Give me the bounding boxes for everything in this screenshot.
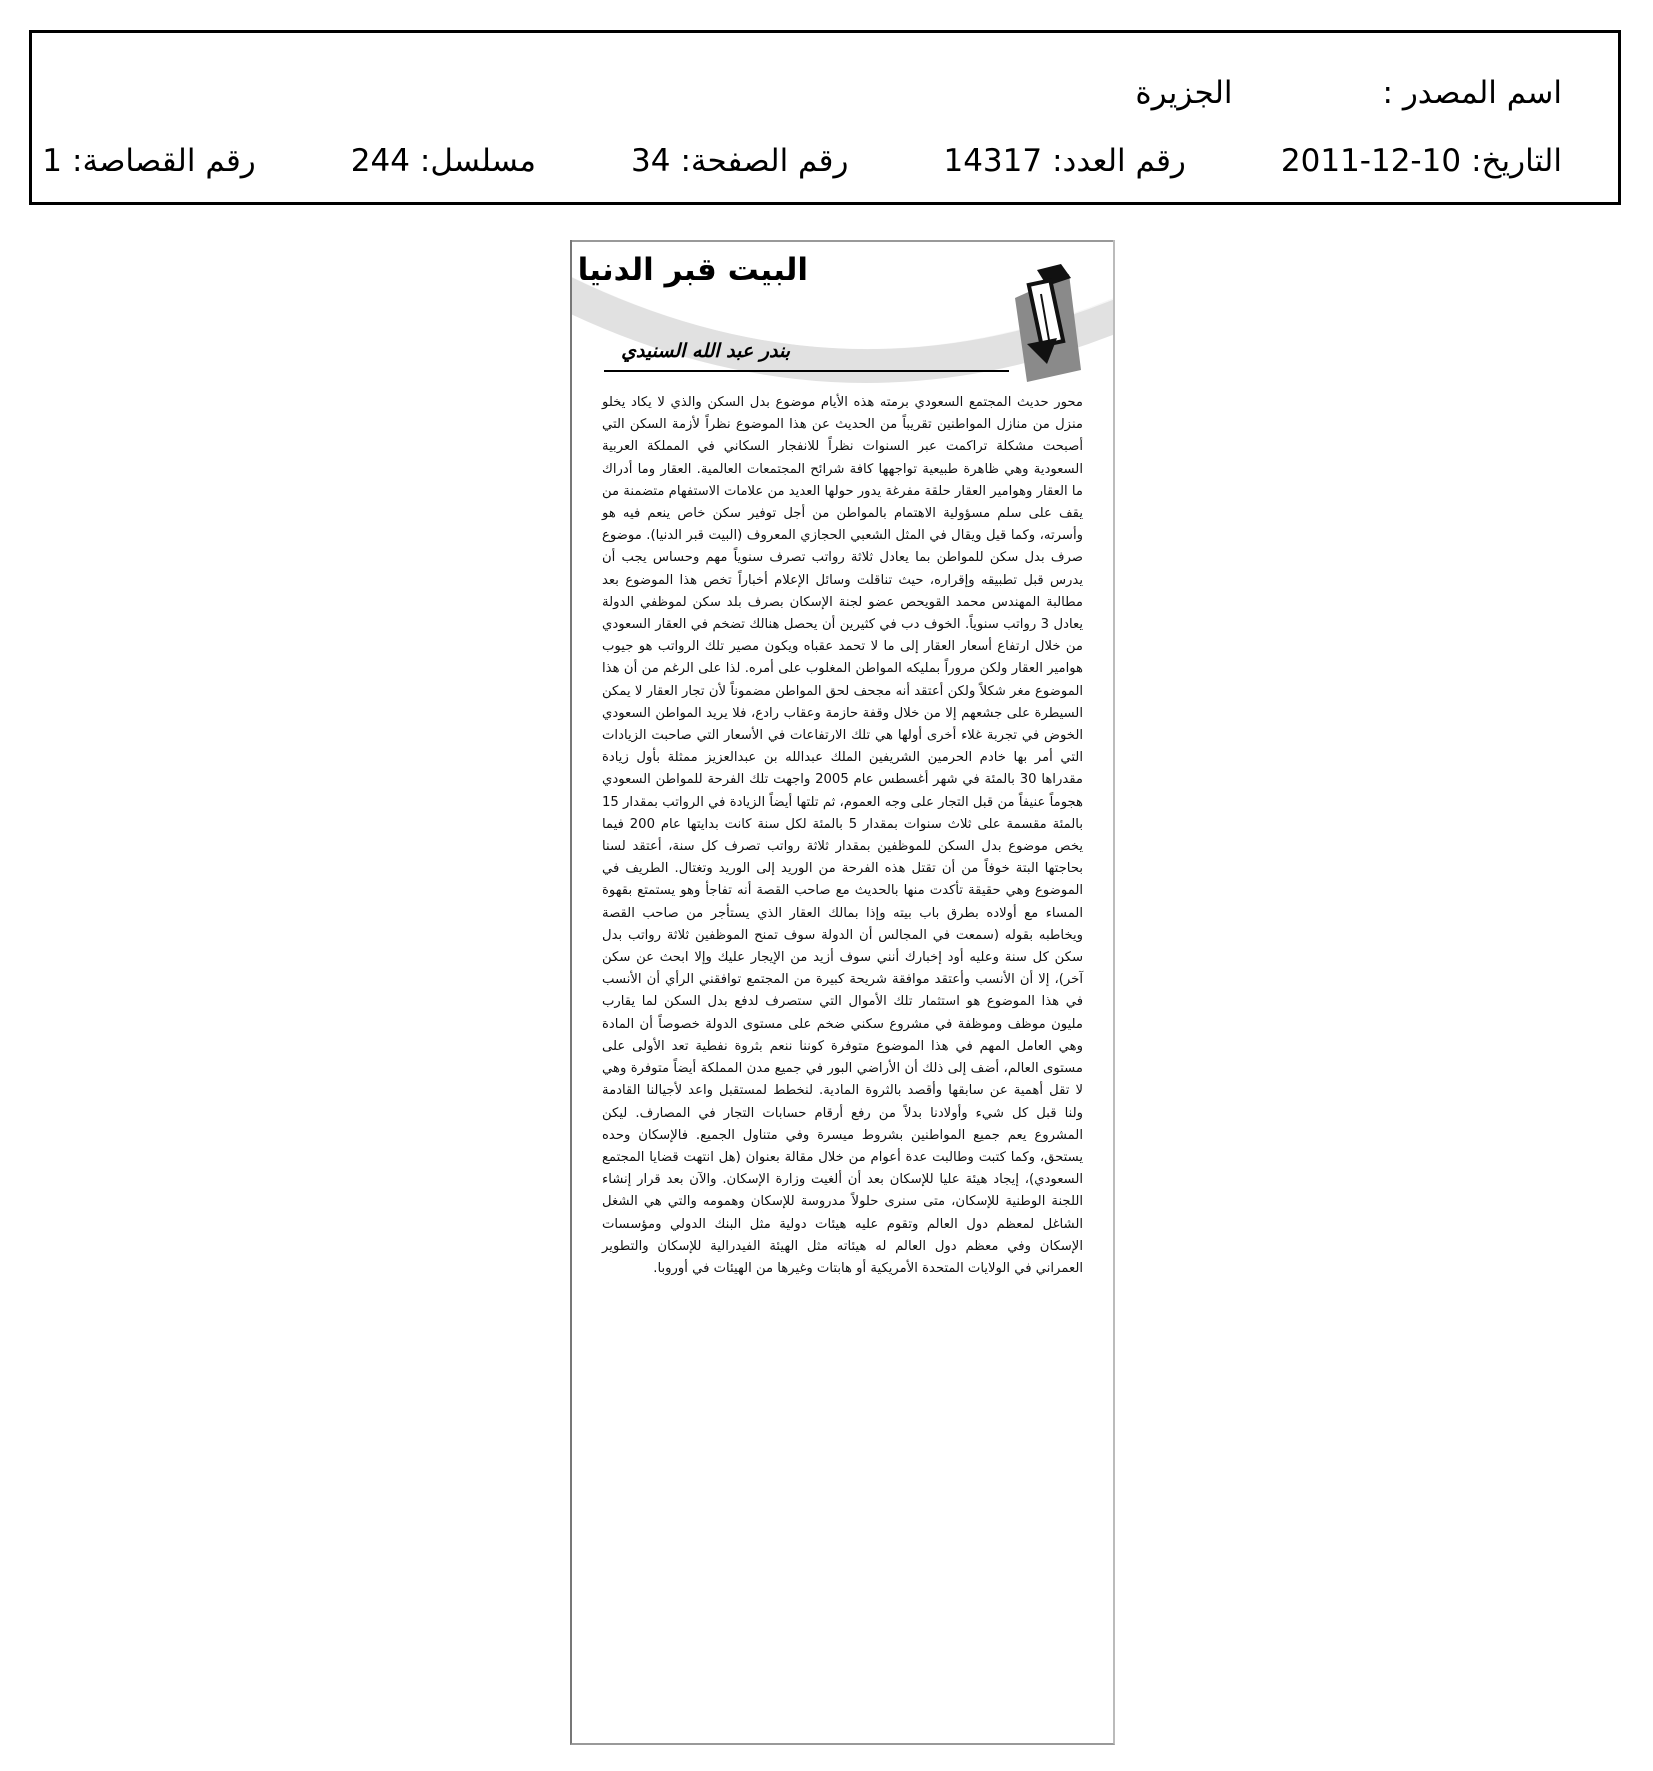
author-rule [604, 370, 1009, 372]
pen-icon [997, 260, 1087, 385]
serial-field [351, 143, 536, 179]
date-label: التاريخ: [1471, 143, 1562, 179]
source-value-field [1135, 75, 1232, 111]
source-label: اسم المصدر : [1382, 75, 1562, 111]
clip-number-value: 1 [42, 143, 63, 179]
page-value: 34 [631, 143, 671, 179]
clipping-top-edge [572, 240, 1113, 242]
clip-number-field [42, 143, 255, 179]
issue-value: 14317 [943, 143, 1043, 179]
clip-number-label: رقم القصاصة: [72, 143, 256, 179]
page-field [631, 143, 848, 179]
article-title: البيت قبر الدنيا [577, 252, 808, 288]
article-body: محور حديث المجتمع السعودي برمته هذه الأيام موضوع بدل السكن والذي لا يكاد يخلو منزل من منازل المواطنين تقريباً من الحديث عن هذا الموضوع نظراً لأزمة السكن التي أصبحت مشكلة تراكمت عبر السنوات نظراً للانفجار السكاني في المملكة العربية السعودية وهي ظاهرة طبيعية تواجهها كافة شرائح المجتمعات العالمية. العقار وما أدراك ما العقار وهوامير العقار حلقة مفرغة يدور حولها العديد من علامات الاستفهام متضمنة من يقف على سلم مسؤولية الاهتمام بالمواطن من أجل توفير سكن خاص ينعم فيه هو وأسرته، وكما قيل ويقال في المثل الشعبي الحجازي المعروف (البيت قبر الدنيا). موضوع صرف بدل سكن للمواطن بما يعادل ثلاثة رواتب تصرف سنوياً مهم وحساس يجب أن يدرس قبل تطبيقه وإقراره، حيث تناقلت وسائل الإعلام أخباراً تخص هذا الموضوع بعد مطالبة المهندس محمد القويحص عضو لجنة الإسكان بصرف بلد سكن لموظفي الدولة يعادل 3 رواتب سنوياً. الخوف دب في كثيرين أن يحصل هنالك تضخم في العقار السعودي من خلال ارتفاع أسعار العقار إلى ما لا تحمد عقباه ويكون مصير تلك الرواتب هو جيوب هوامير العقار ولكن مروراً بمليكه المواطن المغلوب على أمره. لذا على الرغم من أن هذا الموضوع مغر شكلاً ولكن أعتقد أنه مجحف لحق المواطن مضموناً لأن تجار العقار لا يمكن السيطرة على جشعهم إلا من خلال وقفة حازمة وعقاب رادع، فلا يريد المواطن السعودي الخوض في تجربة غلاء أخرى أولها هي تلك الارتفاعات في الأسعار التي صاحبت الزيادات التي أمر بها خادم الحرمين الشريفين الملك عبدالله بن عبدالعزيز ممثلة بأول زيادة مقدراها 30 بالمئة في شهر أغسطس عام 2005 واجهت تلك الفرحة للمواطن السعودي هجوماً عنيفاً من قبل التجار على وجه العموم، ثم تلتها أيضاً الزيادة في الرواتب بمقدار 15 بالمئة مقسمة على ثلاث سنوات بمقدار 5 بالمئة لكل سنة كانت بدايتها عام 200 فيما يخص موضوع بدل السكن للموظفين بمقدار ثلاثة رواتب تصرف كل سنة، أعتقد لسنا بحاجتها البتة خوفاً من أن تقتل هذه الفرحة من الوريد إلى الوريد وتغتال. الطريف في الموضوع وهي حقيقة تأكدت منها بالحديث مع صاحب القصة أنه تفاجأ وهو يستمتع بقهوة المساء مع أولاده بطرق باب بيته وإذا بمالك العقار الذي يستأجر من صاحب القصة ويخاطبه بقوله (سمعت في المجالس أن الدولة سوف تمنح الموظفين ثلاثة رواتب بدل سكن كل سنة وعليه أود إخبارك أنني سوف أزيد من الإيجار عليك وإلا ابحث عن سكن آخر)، إلا أن الأنسب وأعتقد موافقة شريحة كبيرة من المجتمع توافقني الرأي أن الأنسب في هذا الموضوع هو استثمار تلك الأموال التي ستصرف لدفع بدل السكن لما يقارب مليون موظف وموظفة في مشروع سكني ضخم على مستوى الدولة خصوصاً أن المادة وهي العامل المهم في هذا الموضوع متوفرة كوننا ننعم بثروة نفطية تعد الأولى على مستوى العالم، أضف إلى ذلك أن الأراضي البور في جميع مدن المملكة أيضاً متوفرة وهي لا تقل أهمية عن سابقها وأقصد بالثروة المادية. لنخطط لمستقبل واعد لأجيالنا القادمة ولنا قبل كل شيء وأولادنا بدلاً من رفع أرقام حسابات التجار في المصارف. ليكن المشروع يعم جميع المواطنين بشروط ميسرة وفي متناول الجميع. فالإسكان وحده يستحق، وكما كتبت وطالبت عدة أعوام من خلال مقالة بعنوان (هل انتهت قضايا المجتمع السعودي)، إيجاد هيئة عليا للإسكان بعد أن ألغيت وزارة الإسكان. والآن بعد قرار إنشاء اللجنة الوطنية للإسكان، متى سنرى حلولاً مدروسة للإسكان وهمومه والتي هي الشغل الشاغل لمعظم دول العالم وتقوم عليه هيئات دولية مثل البنك الدولي ومؤسسات الإسكان وفي معظم دول العالم له هيئاته مثل الهيئة الفيدرالية للإسكان والتطوير العمراني في الولايات المتحدة الأمريكية أو هابتات وغيرها من الهيئات في أوروبا. [602, 395, 1083, 1276]
serial-label: مسلسل: [419, 143, 537, 179]
source-info-box [29, 30, 1621, 205]
date-value: 2011-12-10 [1280, 143, 1462, 179]
article-author: بندر عبد الله السنيدي [621, 340, 790, 362]
serial-value: 244 [350, 143, 410, 179]
article-clipping [570, 240, 1115, 1745]
page-label: رقم الصفحة: [680, 143, 849, 179]
issue-field [943, 143, 1185, 179]
issue-label: رقم العدد: [1052, 143, 1186, 179]
date-field [1281, 143, 1562, 179]
source-field [1383, 75, 1562, 111]
source-value: الجزيرة [1135, 75, 1233, 111]
meta-row [42, 143, 1562, 179]
source-row [88, 75, 1562, 111]
